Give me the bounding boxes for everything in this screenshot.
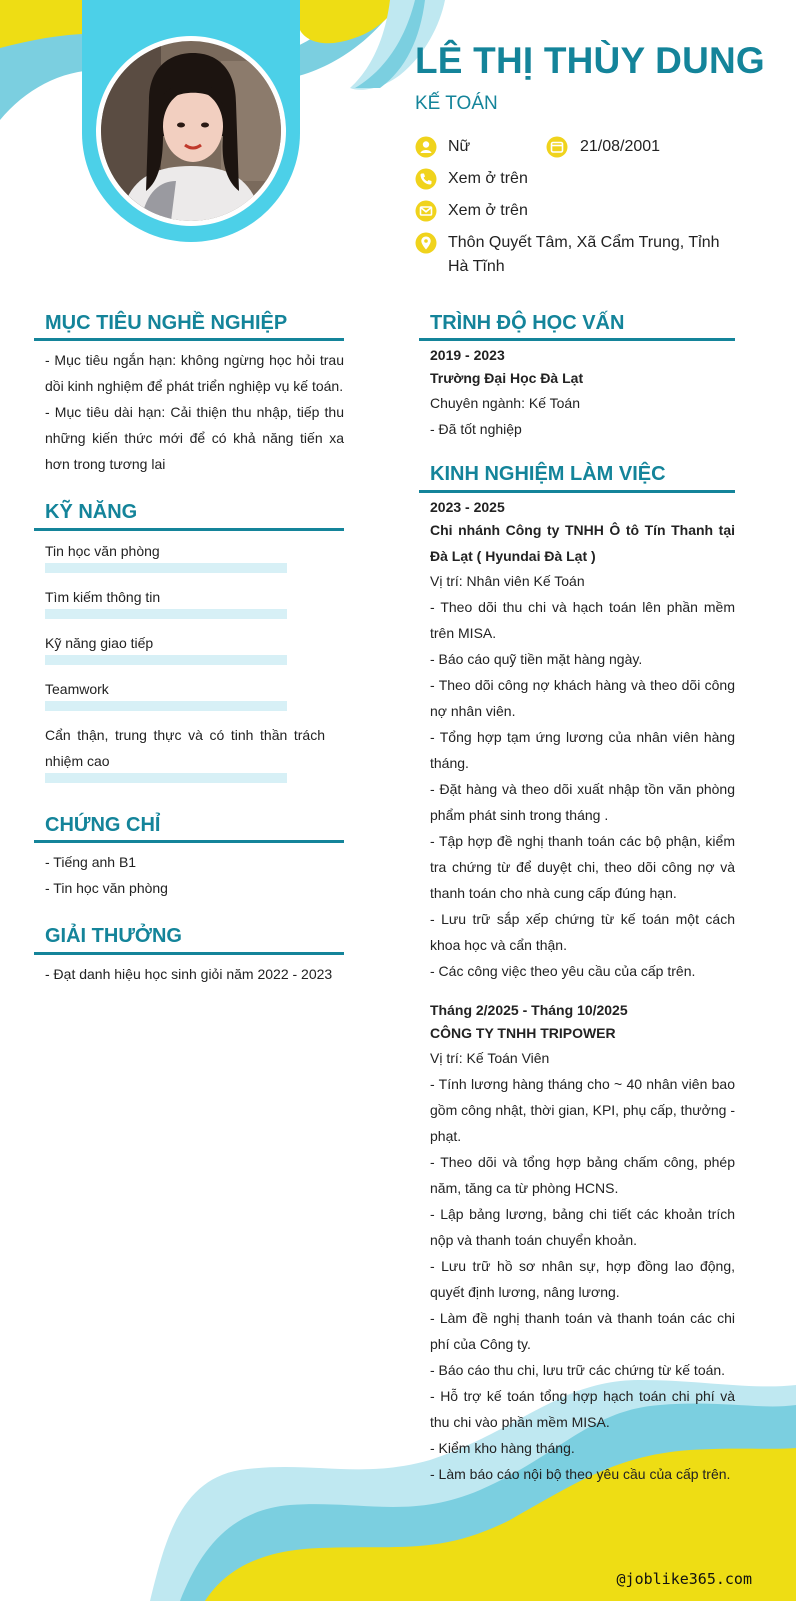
job-duty: - Làm đề nghị thanh toán và thanh toán các chi phí của Công ty. xyxy=(430,1310,735,1352)
job-period: Tháng 2/2025 - Tháng 10/2025 xyxy=(430,1002,628,1018)
education-rule xyxy=(419,338,735,341)
objective-rule xyxy=(34,338,344,341)
skill-bar xyxy=(45,701,287,711)
address-value: Thôn Quyết Tâm, Xã Cẩm Trung, Tỉnh Hà Tĩnh xyxy=(448,234,720,275)
phone-value: Xem ở trên xyxy=(448,170,528,187)
skill-item: Kỹ năng giao tiếp xyxy=(45,635,154,651)
education-major: Chuyên ngành: Kế Toán xyxy=(430,395,580,411)
job-company: CÔNG TY TNHH TRIPOWER xyxy=(430,1025,616,1041)
job-title: KẾ TOÁN xyxy=(415,93,498,114)
experience-rule xyxy=(419,490,735,493)
person-icon xyxy=(415,136,437,158)
education-status: - Đã tốt nghiệp xyxy=(430,421,522,437)
job-duty: - Báo cáo quỹ tiền mặt hàng ngày. xyxy=(430,651,643,667)
job-duty: - Tính lương hàng tháng cho ~ 40 nhân viên bao gồm công nhật, thời gian, KPI, phụ cấp, thưởng - phạt. xyxy=(430,1076,735,1144)
objective-long-term: - Mục tiêu dài hạn: Cải thiện thu nhập, tiếp thu những kiến thức mới để có khả năng tiến xa hơn trong tương lai xyxy=(45,404,344,472)
job-duty: - Đặt hàng và theo dõi xuất nhập tồn văn phòng phẩm phát sinh trong tháng . xyxy=(430,781,735,823)
job-company: Chi nhánh Công ty TNHH Ô tô Tín Thanh tại Đà Lạt ( Hyundai Đà Lạt ) xyxy=(430,522,735,564)
watermark: @joblike365.com xyxy=(616,1570,752,1588)
job-duty: - Báo cáo thu chi, lưu trữ các chứng từ kế toán. xyxy=(430,1362,726,1378)
skill-item: Tin học văn phòng xyxy=(45,543,160,559)
job-duty: - Kiểm kho hàng tháng. xyxy=(430,1440,575,1456)
certificates-title: CHỨNG CHỈ xyxy=(45,814,161,836)
education-school: Trường Đại Học Đà Lạt xyxy=(430,370,584,386)
job-duty: - Tổng hợp tạm ứng lương của nhân viên hàng tháng. xyxy=(430,729,735,771)
awards-title: GIẢI THƯỞNG xyxy=(45,925,182,947)
location-pin-icon xyxy=(415,232,437,254)
skills-rule xyxy=(34,528,344,531)
profile-photo xyxy=(101,41,281,221)
certificates-rule xyxy=(34,840,344,843)
job-duty: - Theo dõi công nợ khách hàng và theo dõi công nợ nhân viên. xyxy=(430,677,735,719)
gender-value: Nữ xyxy=(448,138,471,155)
job-period: 2023 - 2025 xyxy=(430,499,505,515)
calendar-icon xyxy=(546,136,568,158)
job-duty: - Lưu trữ hồ sơ nhân sự, hợp đồng lao động, quyết định lương, nâng lương. xyxy=(430,1258,735,1300)
skill-item: Cẩn thận, trung thực và có tinh thần trách nhiệm cao xyxy=(45,727,325,769)
skill-item: Tìm kiếm thông tin xyxy=(45,589,161,605)
skills-title: KỸ NĂNG xyxy=(45,501,138,523)
experience-title: KINH NGHIỆM LÀM VIỆC xyxy=(430,463,666,485)
awards-rule xyxy=(34,952,344,955)
objective-short-term: - Mục tiêu ngắn hạn: không ngừng học hỏi trau dồi kinh nghiệm để phát triển nghiệp vụ kế toán. xyxy=(45,352,344,394)
mail-icon xyxy=(415,200,437,222)
candidate-name: LÊ THỊ THÙY DUNG xyxy=(415,40,765,81)
skill-bar xyxy=(45,609,287,619)
job-duty: - Làm báo cáo nội bộ theo yêu cầu của cấp trên. xyxy=(430,1466,731,1482)
skill-bar xyxy=(45,773,287,783)
certificate-item: - Tiếng anh B1 xyxy=(45,854,137,870)
job-position: Vị trí: Nhân viên Kế Toán xyxy=(430,573,585,589)
job-position: Vị trí: Kế Toán Viên xyxy=(430,1050,550,1066)
job-duty: - Hỗ trợ kế toán tổng hợp hạch toán chi phí và thu chi vào phần mềm MISA. xyxy=(430,1388,735,1430)
birthdate-value: 21/08/2001 xyxy=(580,138,661,155)
certificate-item: - Tin học văn phòng xyxy=(45,880,168,896)
skill-item: Teamwork xyxy=(45,681,109,697)
award-item: - Đạt danh hiệu học sinh giỏi năm 2022 - 2023 xyxy=(45,966,333,982)
job-duty: - Tập hợp đề nghị thanh toán các bộ phận, kiểm tra chứng từ để duyệt chi, theo dõi công nợ và thanh toán cho nhà cung cấp đúng hạn. xyxy=(430,833,735,901)
job-duty: - Theo dõi thu chi và hạch toán lên phần mềm trên MISA. xyxy=(430,599,735,641)
job-duty: - Theo dõi và tổng hợp bảng chấm công, phép năm, tăng ca từ phòng HCNS. xyxy=(430,1154,735,1196)
education-title: TRÌNH ĐỘ HỌC VẤN xyxy=(430,312,625,334)
education-period: 2019 - 2023 xyxy=(430,347,505,363)
phone-icon xyxy=(415,168,437,190)
job-duty: - Lưu trữ sắp xếp chứng từ kế toán một cách khoa học và cẩn thận. xyxy=(430,911,735,953)
job-duty: - Lập bảng lương, bảng chi tiết các khoản trích nộp và thanh toán chuyển khoản. xyxy=(430,1206,735,1248)
job-duty: - Các công việc theo yêu cầu của cấp trên. xyxy=(430,963,696,979)
skill-bar xyxy=(45,655,287,665)
email-value: Xem ở trên xyxy=(448,202,528,219)
objective-title: MỤC TIÊU NGHỀ NGHIỆP xyxy=(45,312,288,334)
skill-bar xyxy=(45,563,287,573)
